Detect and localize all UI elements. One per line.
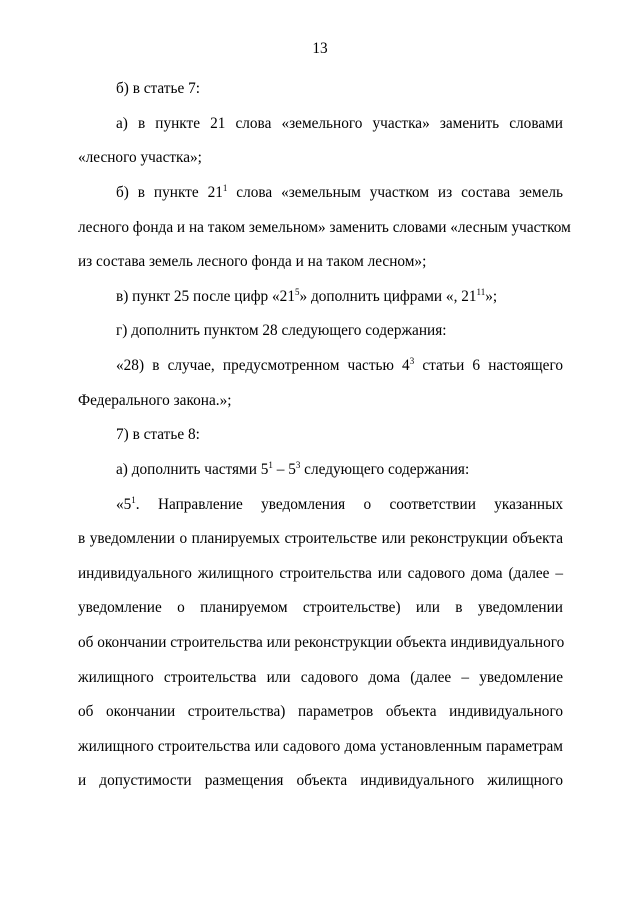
text-line: 7) в статье 8:: [116, 426, 200, 443]
text-line: и допустимости размещения объекта индивидуального жилищного: [78, 772, 563, 789]
text-line: индивидуального жилищного строительства или садового дома (далее –: [78, 565, 563, 582]
text-line: «28) в случае, предусмотренном частью $4^3$ статьи 6 настоящего: [116, 356, 563, 374]
superscript: 1: [131, 495, 136, 505]
text-line: из состава земель лесного фонда и на таком лесном»;: [78, 253, 427, 270]
text-line: в уведомлении о планируемых строительстве или реконструкции объекта: [78, 530, 563, 547]
text-line: Федерального закона.»;: [78, 392, 232, 409]
superscript: 1: [222, 183, 228, 193]
text-line: «$5^1$. Направление уведомления о соответствии указанных: [116, 495, 563, 513]
text-line: об окончании строительства или реконструкции объекта индивидуального: [78, 634, 565, 651]
text-line: жилищного строительства или садового дома установленным параметрам: [78, 738, 563, 755]
text-line: уведомление о планируемом строительстве) или в уведомлении: [78, 599, 563, 616]
text-line: жилищного строительства или садового дома (далее – уведомление: [78, 669, 563, 686]
superscript: 3: [295, 460, 301, 470]
text-line: б) в пункте $21^1$ слова «земельным участком из состава земель: [116, 183, 563, 201]
text-line: а) дополнить частями $5^1 - 5^3$ следующего содержания:: [116, 460, 470, 478]
page-number: 13: [312, 40, 328, 57]
text-line: а) в пункте 21 слова «земельного участка» заменить словами: [116, 115, 563, 132]
text-line: б) в статье 7:: [116, 80, 200, 97]
text-line: об окончании строительства) параметров объекта индивидуального: [78, 703, 563, 720]
text-line: в) пункт 25 после цифр «$21^5$» дополнить цифрами «, $21^{11}$»;: [116, 287, 498, 305]
text-line: «лесного участка»;: [78, 149, 202, 166]
superscript: 5: [294, 287, 300, 297]
text-line: г) дополнить пунктом 28 следующего содержания:: [116, 322, 447, 339]
superscript: 3: [409, 356, 415, 366]
text-line: лесного фонда и на таком земельном» заменить словами «лесным участком: [78, 219, 571, 236]
superscript: 11: [476, 287, 486, 297]
superscript: 1: [268, 460, 273, 470]
